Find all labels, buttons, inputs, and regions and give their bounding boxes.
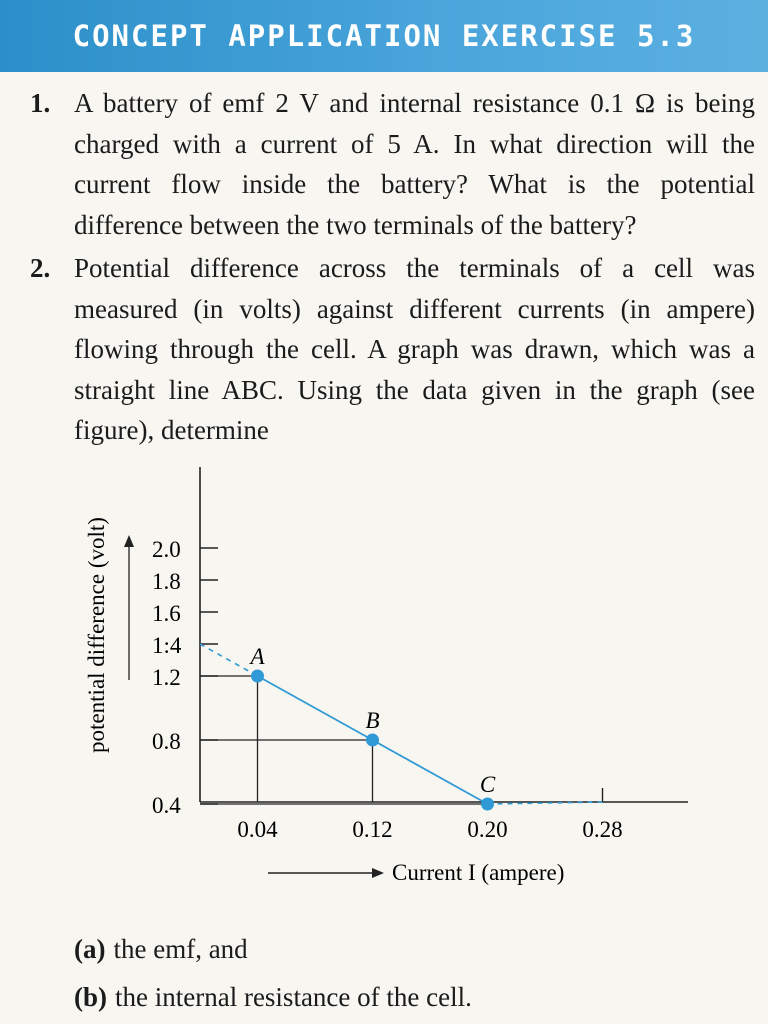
y-tick-label: 0.8 [152,729,181,754]
y-tick-label: 1.6 [152,601,181,626]
y-axis-title: potential difference (volt) [84,517,109,753]
y-tick-label: 2.0 [152,537,181,562]
question-text: A battery of emf 2 V and internal resistance 0.1 Ω is being charged with a current of 5 A. In what direction will the current flow inside the battery? What is the potential difference between the two terminals of the battery? [74,88,755,240]
vi-graph [0,455,768,900]
dashed-extrapolation-line [200,644,258,676]
data-point [481,798,494,811]
question-1 [30,83,755,245]
y-tick-label: 0.4 [152,793,181,818]
question-text: Potential difference across the terminals of a cell was measured (in volts) against different currents (in ampere) flowing through the cell. A graph was drawn, which was a straight line ABC. Using the data given in the graph (see figure), determine [74,253,755,445]
y-tick-label: 1:4 [152,633,182,658]
data-point [366,734,379,747]
sub-question-text: the internal resistance of the cell. [115,982,472,1012]
point-label: A [250,644,265,669]
x-tick-label: 0.20 [467,817,508,842]
exercise-title: CONCEPT APPLICATION EXERCISE 5.3 [72,19,696,53]
question-2 [30,248,755,451]
sub-questions [74,925,472,1021]
x-axis-arrowhead [372,868,384,878]
sub-question-a [74,925,472,973]
question-number: 2. [30,253,51,283]
point-label: B [365,708,380,733]
question-number: 1. [30,88,51,118]
sub-question-label: (a) [74,934,106,964]
y-tick-label: 1.2 [152,665,181,690]
x-tick-label: 0.04 [237,817,278,842]
y-axis-arrowhead [124,535,134,547]
x-axis-title: Current I (ampere) [392,860,565,885]
x-tick-label: 0.28 [582,817,623,842]
point-label: C [479,772,496,797]
header-bar [0,0,768,72]
y-tick-label: 1.8 [152,569,181,594]
x-tick-label: 0.12 [352,817,393,842]
data-point [251,670,264,683]
sub-question-label: (b) [74,982,107,1012]
sub-question-text: the emf, and [113,934,248,964]
vi-graph-figure [0,455,768,905]
sub-question-b [74,973,472,1021]
